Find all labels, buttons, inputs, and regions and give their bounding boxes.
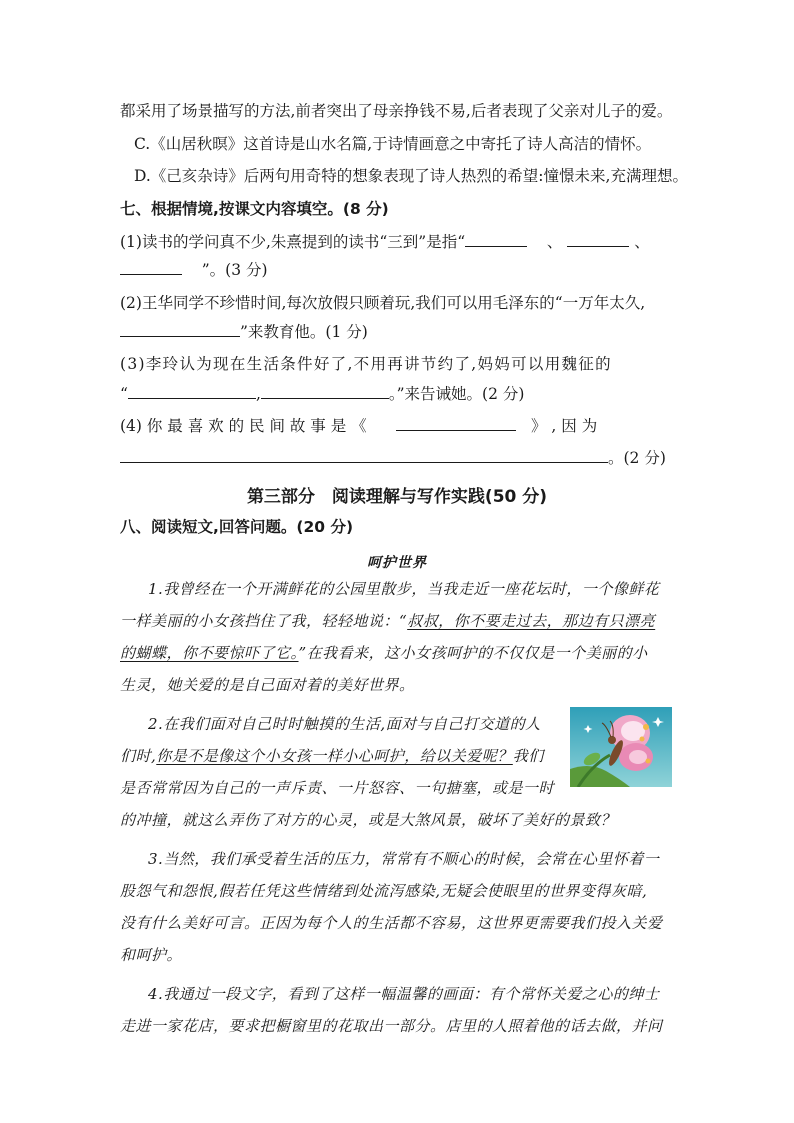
comma: , (255, 385, 261, 403)
butterfly-icon (570, 707, 672, 787)
q7-item4-because: 》 , 因 为 (531, 417, 598, 435)
p4-line1: 4.我通过一段文字，看到了这样一幅温馨的画面：有个常怀关爱之心的绅士 (148, 985, 660, 1003)
option-c: C.《山居秋暝》这首诗是山水名篇,于诗情画意之中寄托了诗人高洁的情怀。 (134, 135, 652, 153)
p1-line4: 生灵，她关爱的是自己面对着的美好世界。 (120, 676, 415, 694)
underlined-quote: 叔叔，你不要走过去，那边有只漂亮 (407, 612, 656, 630)
p3-line1: 3.当然，我们承受着生活的压力，常常有不顺心的时候，会常在心里怀着一 (148, 850, 660, 868)
blank-2[interactable] (567, 232, 629, 247)
underlined-quote-end: 的蝴蝶，你不要惊吓了它。 (120, 644, 299, 662)
butterfly-illustration (570, 707, 672, 787)
blank-4[interactable] (120, 322, 240, 337)
p2-line4: 的冲撞，就这么弄伤了对方的心灵，或是大煞风景，破坏了美好的景致？ (120, 811, 617, 829)
q7-item3-line1: (3)李玲认为现在生活条件好了,不用再讲节约了,妈妈可以用魏征的 (120, 355, 612, 373)
blank-1[interactable] (465, 232, 527, 247)
q7-item4-line1 (120, 416, 676, 436)
blank-6[interactable] (261, 384, 389, 399)
p2-line2: 们时,你是不是像这个小女孩一样小心呵护，给以关爱呢？我们 (120, 747, 544, 765)
underlined-question: 你是不是像这个小女孩一样小心呵护，给以关爱呢？ (156, 747, 513, 765)
q8-heading: 八、阅读短文,回答问题。(20 分) (120, 518, 354, 536)
option-d: D.《己亥杂诗》后两句用奇特的想象表现了诗人热烈的希望:憧憬未来,充满理想。 (134, 167, 688, 185)
q7-item2-end: ”来教育他。(1 分) (240, 323, 368, 341)
p3-line2: 股怨气和怨恨,假若任凭这些情绪到处流泻感染,无疑会使眼里的世界变得灰暗, (120, 882, 648, 900)
q7-item4-line2 (120, 448, 676, 468)
sep: 、 (634, 233, 650, 251)
p4-line2: 走进一家花店，要求把橱窗里的花取出一部分。店里的人照着他的话去做，并问 (120, 1017, 663, 1035)
q7-item1-text: (1)读书的学问真不少,朱熹提到的读书“三到”是指“ (120, 233, 466, 251)
q7-item3-end: 。”来告诫她。(2 分) (388, 385, 525, 403)
q7-item2-line1: (2)王华同学不珍惜时间,每次放假只顾着玩,我们可以用毛泽东的“一万年太久, (120, 294, 646, 312)
blank-3[interactable] (120, 260, 182, 275)
q7-item4-text: (4) 你 最 喜 欢 的 民 间 故 事 是 《 (120, 417, 367, 435)
sep: 、 (546, 233, 563, 251)
p1-line2: 一样美丽的小女孩挡住了我，轻轻地说：“叔叔，你不要走过去，那边有只漂亮 (120, 612, 656, 630)
q7-item2-line2 (120, 322, 676, 342)
p1-line1: 1.我曾经在一个开满鲜花的公园里散步，当我走近一座花坛时，一个像鲜花 (148, 580, 660, 598)
blank-8[interactable] (120, 448, 608, 463)
q7-item1-end: ”。(3 分) (201, 261, 268, 279)
q7-heading: 七、根据情境,按课文内容填空。(8 分) (120, 200, 389, 218)
p2-line3: 是否常常因为自己的一声斥责、一片怒容、一句搪塞，或是一时 (120, 779, 555, 797)
q7-item4-end: 。(2 分) (608, 449, 666, 467)
p3-line3: 没有什么美好可言。正因为每个人的生活都不容易，这世界更需要我们投入关爱 (120, 914, 663, 932)
q7-item3-line2 (120, 384, 676, 404)
blank-5[interactable] (128, 384, 256, 399)
article-title: 呵护世界 (367, 555, 427, 571)
blank-7[interactable] (396, 416, 516, 431)
article-body (120, 573, 676, 1042)
q7-item1-line2 (120, 260, 676, 280)
p3-line4: 和呵护。 (120, 946, 183, 964)
option-b-continued: 都采用了场景描写的方法,前者突出了母亲挣钱不易,后者表现了父亲对儿子的爱。 (120, 102, 673, 120)
p2-line1: 2.在我们面对自己时时触摸的生活,面对与自己打交道的人 (148, 715, 541, 733)
quote-open: “ (120, 385, 128, 403)
part3-title: 第三部分 阅读理解与写作实践(50 分) (246, 487, 548, 507)
q7-item1-line1 (120, 232, 676, 252)
p1-line3: 的蝴蝶，你不要惊吓了它。”在我看来，这小女孩呵护的不仅仅是一个美丽的小 (120, 644, 648, 662)
